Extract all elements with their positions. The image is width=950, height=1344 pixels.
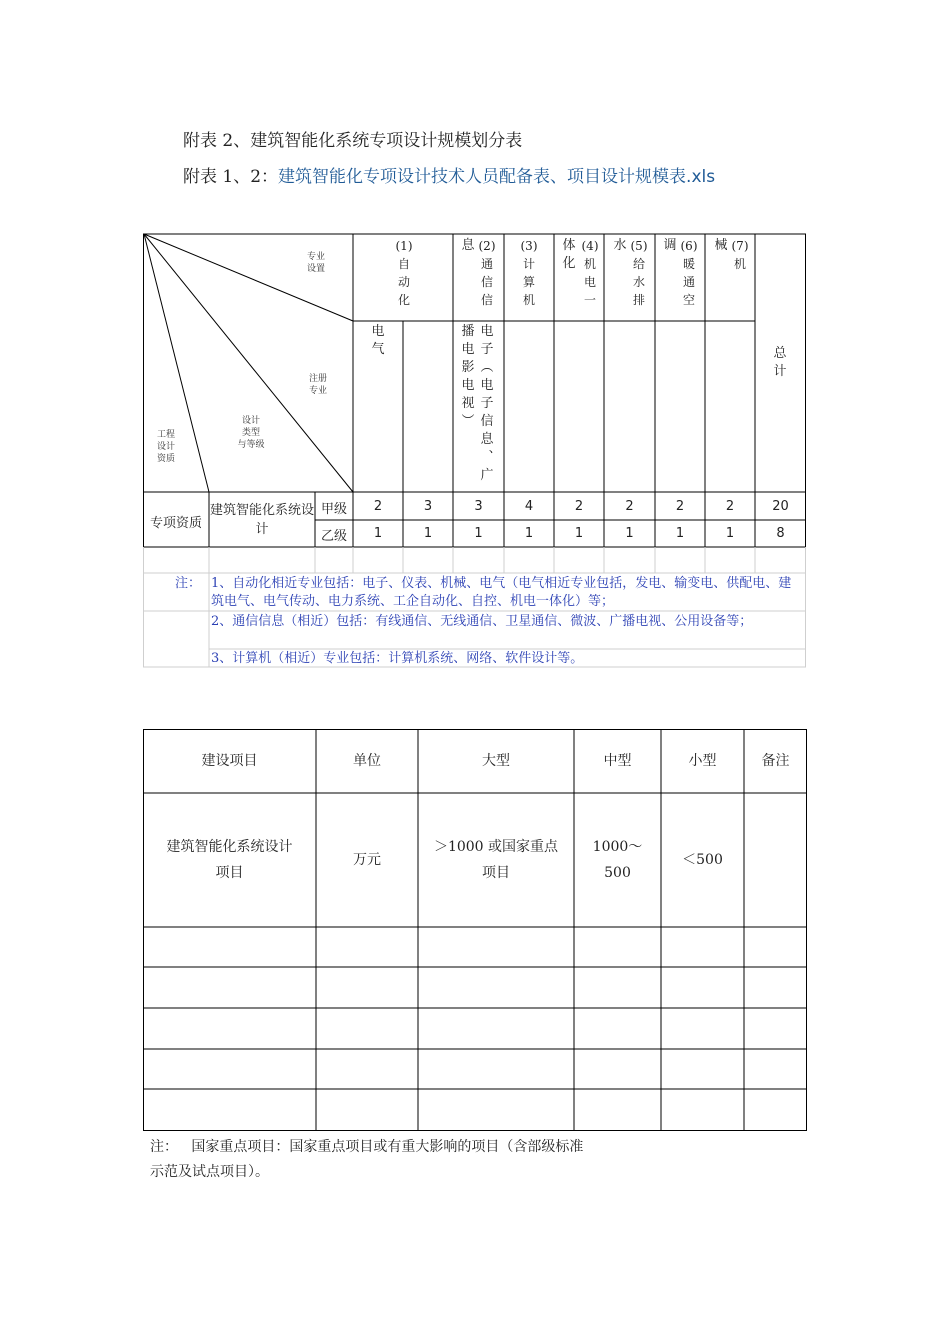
grade-value-cell: 1	[625, 526, 634, 541]
appendix-title-1	[183, 162, 715, 187]
grade-value-cell: 2	[675, 499, 685, 514]
staffing-table	[143, 233, 806, 668]
grade-value-cell: 1	[423, 526, 433, 541]
label-registered-specialty: 注册 专业	[308, 374, 327, 396]
grade-value-cell: 3	[474, 499, 483, 514]
col2-sub-electronics: 电 子 ︵ 电 子 信 息 ︑ 广	[480, 324, 494, 483]
grade-a-label: 甲级	[320, 502, 347, 517]
grade-value-cell: 1	[725, 526, 735, 541]
grade-value-cell: 2	[725, 499, 735, 514]
row-large: ＞1000 或国家重点 项目	[433, 839, 559, 881]
grade-value-cell: 1	[675, 526, 685, 541]
col1-header: (1) 自 动 化	[395, 239, 413, 307]
header-large: 大型	[482, 753, 510, 769]
col4-header: (4) 机 电 一	[581, 239, 599, 307]
scale-table	[143, 729, 807, 1131]
grade-b-label: 乙级	[320, 529, 347, 544]
col7-prefix: 械	[714, 238, 728, 253]
grade-value-cell: 1	[474, 526, 483, 541]
col2-header: (2) 通 信 信	[478, 239, 496, 307]
grade-value-cell: 3	[423, 499, 433, 514]
grade-value-cell: 1	[574, 526, 584, 541]
row-remarks	[744, 793, 807, 927]
grade-value-cell: 8	[776, 526, 785, 541]
row-project-name: 建筑智能化系统设计 项目	[166, 839, 293, 881]
row-small: ＜500	[682, 852, 723, 868]
row-type-label: 建筑智能化系统设计	[209, 503, 314, 537]
spreadsheet-link-ext[interactable]: .xls	[686, 167, 716, 187]
footnote-line-1: 注： 国家重点项目：国家重点项目或有重大影响的项目（含部级标准	[150, 1139, 584, 1155]
grade-value-cell: 20	[772, 499, 789, 514]
total-header: 总 计	[773, 346, 787, 379]
header-project: 建设项目	[201, 753, 258, 769]
col6-header: (6) 暖 通 空	[680, 239, 698, 307]
label-specialty-setup: 专业 设置	[306, 252, 325, 274]
col2-prefix: 息	[461, 238, 475, 253]
note-1: 1、自动化相近专业包括：电子、仪表、机械、电气（电气相近专业包括，发电、输变电、供配电、建筑电气、电气传动、电力系统、工企自动化、自控、机电一体化）等；	[211, 576, 792, 609]
col6-prefix: 调	[663, 238, 677, 253]
row-unit: 万元	[353, 852, 381, 868]
grade-value-cell: 2	[373, 499, 383, 514]
grade-value-cell: 4	[524, 499, 534, 514]
header-small: 小型	[688, 753, 717, 769]
col2-sub-broadcast: 播 电 影 电 视 ︶	[461, 324, 475, 429]
col5-prefix: 水	[613, 238, 627, 253]
appendix-prefix: 附表 1、2：	[183, 167, 279, 187]
spreadsheet-link[interactable]: 建筑智能化专项设计技术人员配备表、项目设计规模表	[278, 167, 687, 187]
note-3: 3、计算机（相近）专业包括：计算机系统、网络、软件设计等。	[211, 651, 584, 666]
grade-value-cell: 1	[524, 526, 534, 541]
label-design-type: 设计 类型 与等级	[237, 416, 265, 450]
row-medium: 1000～ 500	[592, 839, 643, 881]
note-2: 2、通信信息（相近）包括：有线通信、无线通信、卫星通信、微波、广播电视、公用设备等；	[211, 614, 753, 629]
row-group-label: 专项资质	[149, 516, 202, 531]
header-medium: 中型	[603, 753, 632, 769]
col7-header: (7) 机	[731, 239, 749, 271]
col4-prefix: 体 化	[562, 238, 576, 271]
footnote-line-2: 示范及试点项目）。	[150, 1164, 269, 1180]
grade-value-cell: 2	[625, 499, 634, 514]
col5-header: (5) 给 水 排	[630, 239, 648, 307]
label-engineering-qualification: 工程 设计 资质	[156, 430, 175, 464]
grade-value-cell: 2	[574, 499, 584, 514]
col3-header: (3) 计 算 机	[520, 239, 538, 307]
col1-sub-electrical: 电 气	[371, 324, 385, 357]
grade-value-cell: 1	[373, 526, 383, 541]
note-label: 注：	[175, 576, 202, 591]
header-unit: 单位	[353, 753, 381, 769]
appendix-title-2: 附表 2、建筑智能化系统专项设计规模划分表	[183, 131, 523, 151]
header-remarks: 备注	[761, 753, 790, 769]
